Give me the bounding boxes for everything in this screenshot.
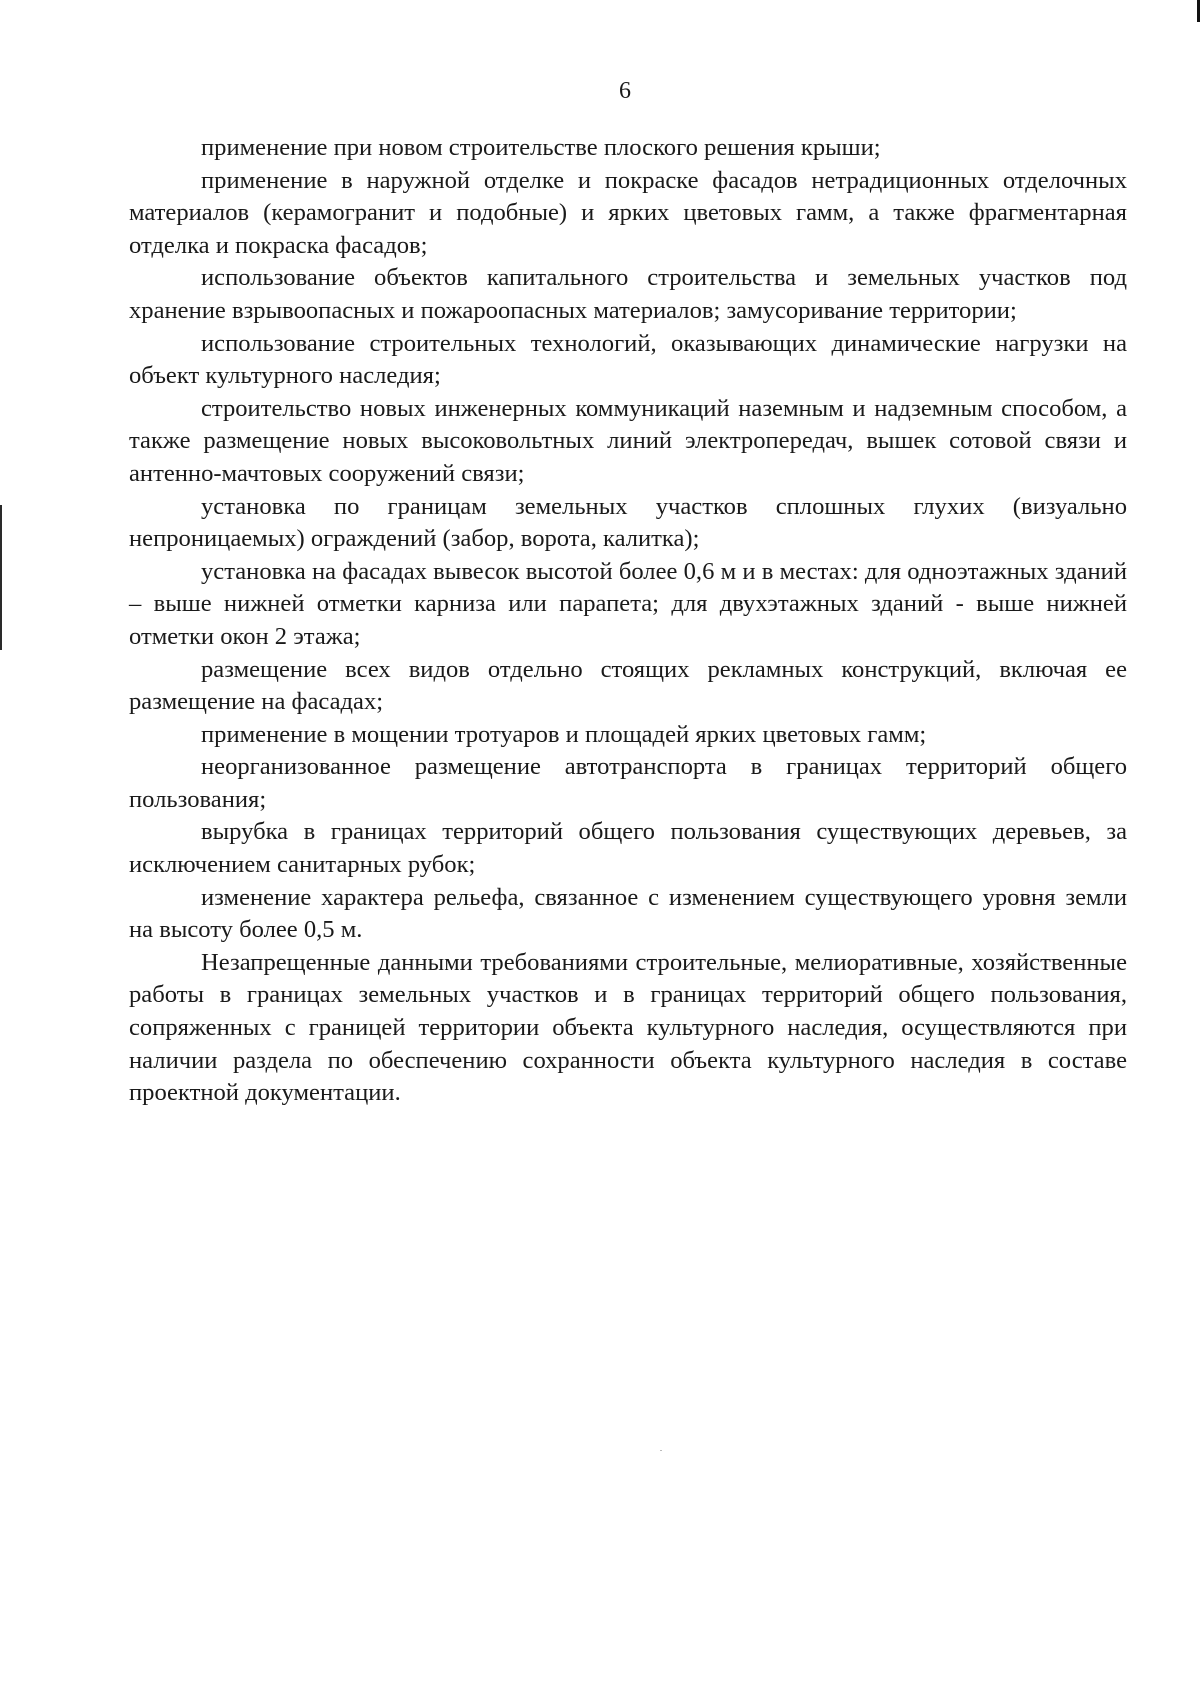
paragraph: вырубка в границах территорий общего пользования существующих деревьев, за исключением санитарных рубок; <box>129 818 1127 879</box>
paragraph: использование строительных технологий, оказывающих динамические нагрузки на объект культурного наследия; <box>129 329 1127 390</box>
page-number: 6 <box>619 78 631 104</box>
paragraph: использование объектов капитального строительства и земельных участков под хранение взрывоопасных и пожароопасных материалов; замусоривание территории; <box>129 264 1127 324</box>
paragraph: строительство новых инженерных коммуникаций наземным и надземным способом, а также размещение новых высоковольтных линий электропередач, вышек сотовой связи и антенно-мачтовых сооружений связи; <box>129 394 1127 487</box>
paragraph: установка по границам земельных участков сплошных глухих (визуально непроницаемых) ограждений (забор, ворота, калитка); <box>129 492 1127 553</box>
paragraph: применение в мощении тротуаров и площадей ярких цветовых гамм; <box>201 720 927 748</box>
paragraph: Незапрещенные данными требованиями строительные, мелиоративные, хозяйственные работы в границах земельных участков и в границах территорий общего пользования, сопряженных с границей территории объекта культурного наследия, осуществляются при наличии раздела по обеспечению сохранности объекта культурного наследия в составе проектной документации. <box>129 948 1127 1107</box>
scan-artifact-edge <box>0 505 2 650</box>
paragraph: применение при новом строительстве плоского решения крыши; <box>201 134 881 161</box>
paragraph: размещение всех видов отдельно стоящих рекламных конструкций, включая ее размещение на фасадах; <box>129 655 1127 716</box>
scan-artifact-dot <box>660 1450 662 1451</box>
paragraph: применение в наружной отделке и покраске фасадов нетрадиционных отделочных материалов (керамогранит и подобные) и ярких цветовых гамм, а также фрагментарная отделка и покраска фасадов; <box>129 166 1127 259</box>
document-body <box>129 132 1127 1110</box>
paragraph: установка на фасадах вывесок высотой более 0,6 м и в местах: для одноэтажных зданий – выше нижней отметки карниза или парапета; для двухэтажных зданий - выше нижней отметки окон 2 этажа; <box>129 557 1127 650</box>
paragraph: неорганизованное размещение автотранспорта в границах территорий общего пользования; <box>129 753 1127 813</box>
paragraph: изменение характера рельефа, связанное с изменением существующего уровня земли на высоту более 0,5 м. <box>129 883 1127 944</box>
